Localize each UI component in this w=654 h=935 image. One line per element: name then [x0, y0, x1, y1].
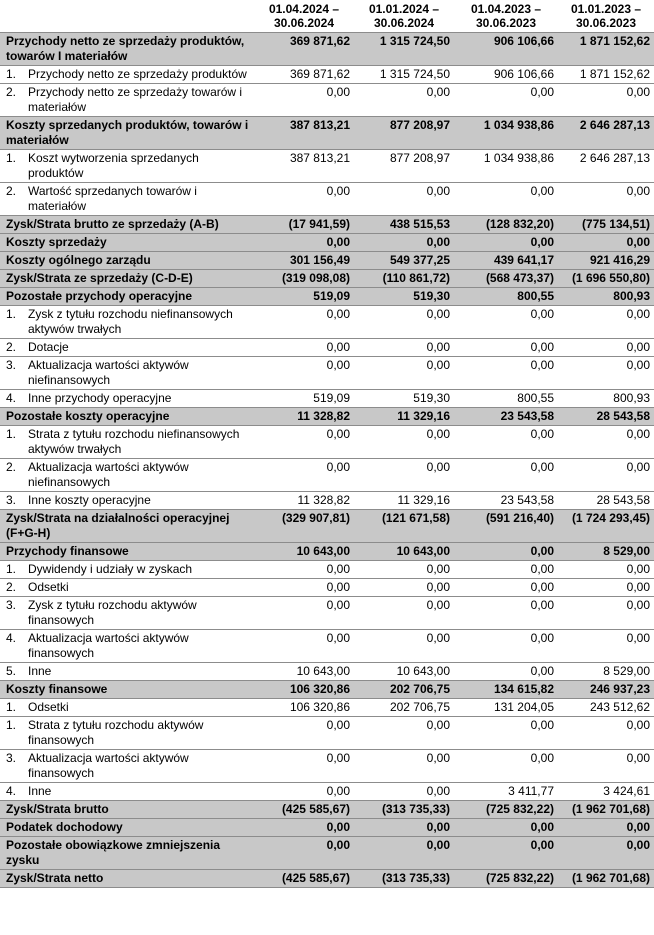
value-cell: (1 962 701,68)	[571, 871, 650, 885]
value-cell: 11 329,16	[397, 409, 450, 423]
value-cell: 0,00	[426, 820, 450, 834]
row-label: Przychody netto ze sprzedaży produktów	[28, 67, 247, 81]
row-label: Aktualizacja wartości aktywów finansowych	[28, 631, 189, 660]
value-cell: 0,00	[530, 751, 554, 765]
value-cell: 0,00	[530, 427, 554, 441]
value-cell: 0,00	[626, 184, 650, 198]
table-row	[0, 663, 654, 681]
header-label-spacer	[0, 0, 254, 32]
value-cell: 1 315 724,50	[379, 67, 450, 81]
table-row	[0, 630, 654, 663]
value-cell: 0,00	[530, 718, 554, 732]
table-row	[0, 84, 654, 117]
row-label: Zysk/Strata brutto ze sprzedaży (A-B)	[6, 217, 219, 231]
table-row	[0, 357, 654, 390]
value-cell: 0,00	[626, 235, 650, 249]
column-header-start: 01.04.2023 –	[470, 2, 542, 16]
row-number: 3.	[6, 751, 17, 765]
section-row	[0, 216, 654, 234]
row-label: Strata z tytułu rozchodu niefinansowych aktywów trwałych	[28, 427, 240, 456]
value-cell: 131 204,05	[493, 700, 554, 714]
value-cell: 0,00	[626, 562, 650, 576]
value-cell: 1 034 938,86	[483, 151, 554, 165]
value-cell: 0,00	[530, 85, 554, 99]
value-cell: 800,55	[517, 391, 554, 405]
table-row	[0, 339, 654, 357]
value-cell: 0,00	[326, 580, 350, 594]
row-number: 4.	[6, 784, 17, 798]
value-cell: (128 832,20)	[485, 217, 554, 231]
value-cell: 2 646 287,13	[579, 118, 650, 132]
value-cell: 0,00	[326, 838, 350, 852]
value-cell: 387 813,21	[289, 151, 350, 165]
value-cell: 11 328,82	[297, 493, 350, 507]
value-cell: 877 208,97	[389, 151, 450, 165]
row-label: Aktualizacja wartości aktywów niefinansowych	[28, 358, 189, 387]
column-header	[558, 0, 654, 32]
value-cell: 0,00	[530, 460, 554, 474]
value-cell: 0,00	[530, 544, 554, 558]
value-cell: 3 411,77	[508, 784, 554, 798]
row-label: Inne	[28, 664, 52, 678]
value-cell: (425 585,67)	[281, 802, 350, 816]
value-cell: 800,93	[613, 289, 650, 303]
row-number: 4.	[6, 391, 17, 405]
row-label: Koszty sprzedanych produktów, towarów i materiałów	[6, 118, 249, 147]
value-cell: 0,00	[626, 460, 650, 474]
section-row	[0, 510, 654, 543]
value-cell: 0,00	[326, 427, 350, 441]
row-label: Inne przychody operacyjne	[28, 391, 172, 405]
value-cell: 0,00	[626, 631, 650, 645]
value-cell: (425 585,67)	[281, 871, 350, 885]
value-cell: 0,00	[326, 358, 350, 372]
value-cell: 0,00	[326, 751, 350, 765]
row-label: Pozostałe przychody operacyjne	[6, 289, 193, 303]
value-cell: 0,00	[426, 838, 450, 852]
value-cell: 0,00	[426, 235, 450, 249]
value-cell: (329 907,81)	[281, 511, 350, 525]
value-cell: 0,00	[426, 598, 450, 612]
value-cell: 243 512,62	[589, 700, 650, 714]
row-label: Inne koszty operacyjne	[28, 493, 151, 507]
table-header	[0, 0, 654, 33]
value-cell: 549 377,25	[389, 253, 450, 267]
row-label: Koszty sprzedaży	[6, 235, 107, 249]
value-cell: 0,00	[426, 307, 450, 321]
value-cell: 0,00	[530, 340, 554, 354]
value-cell: 906 106,66	[493, 67, 554, 81]
value-cell: 0,00	[426, 562, 450, 576]
value-cell: 0,00	[426, 358, 450, 372]
value-cell: (1 696 550,80)	[571, 271, 650, 285]
value-cell: 1 034 938,86	[483, 118, 554, 132]
row-number: 1.	[6, 427, 17, 441]
table-body	[0, 33, 654, 888]
value-cell: 0,00	[326, 460, 350, 474]
section-row	[0, 234, 654, 252]
value-cell: 202 706,75	[389, 700, 450, 714]
row-label: Inne	[28, 784, 52, 798]
value-cell: 519,30	[413, 391, 450, 405]
section-row	[0, 288, 654, 306]
row-label: Przychody netto ze sprzedaży towarów i materiałów	[28, 85, 243, 114]
row-number: 3.	[6, 598, 17, 612]
row-label: Dywidendy i udziały w zyskach	[28, 562, 193, 576]
column-header-end: 30.06.2024	[373, 16, 435, 30]
row-number: 5.	[6, 664, 17, 678]
value-cell: 0,00	[326, 562, 350, 576]
row-number: 3.	[6, 358, 17, 372]
section-row	[0, 819, 654, 837]
table-row	[0, 597, 654, 630]
table-row	[0, 750, 654, 783]
table-row	[0, 492, 654, 510]
value-cell: 0,00	[426, 718, 450, 732]
value-cell: 519,09	[313, 289, 350, 303]
value-cell: 0,00	[530, 184, 554, 198]
value-cell: (110 861,72)	[382, 271, 450, 285]
value-cell: 0,00	[426, 340, 450, 354]
value-cell: (725 832,22)	[485, 871, 554, 885]
column-header-end: 30.06.2024	[273, 16, 335, 30]
table-row	[0, 561, 654, 579]
value-cell: 0,00	[530, 838, 554, 852]
value-cell: 23 543,58	[500, 409, 554, 423]
value-cell: 8 529,00	[603, 544, 650, 558]
value-cell: 0,00	[626, 427, 650, 441]
value-cell: 8 529,00	[603, 664, 650, 678]
value-cell: 369 871,62	[289, 67, 350, 81]
section-row	[0, 837, 654, 870]
value-cell: 0,00	[326, 784, 350, 798]
value-cell: 0,00	[626, 598, 650, 612]
section-row	[0, 117, 654, 150]
value-cell: 0,00	[426, 85, 450, 99]
row-number: 2.	[6, 460, 17, 474]
value-cell: 0,00	[530, 631, 554, 645]
value-cell: 106 320,86	[289, 700, 350, 714]
value-cell: 0,00	[426, 631, 450, 645]
value-cell: 0,00	[626, 838, 650, 852]
value-cell: 10 643,00	[396, 544, 450, 558]
value-cell: 906 106,66	[493, 34, 554, 48]
value-cell: 0,00	[326, 718, 350, 732]
value-cell: 0,00	[530, 307, 554, 321]
value-cell: 519,09	[313, 391, 350, 405]
value-cell: 0,00	[530, 580, 554, 594]
row-label: Pozostałe koszty operacyjne	[6, 409, 170, 423]
row-number: 1.	[6, 307, 17, 321]
value-cell: 106 320,86	[289, 682, 350, 696]
value-cell: (1 962 701,68)	[571, 802, 650, 816]
section-row	[0, 270, 654, 288]
value-cell: (1 724 293,45)	[571, 511, 650, 525]
value-cell: 0,00	[530, 598, 554, 612]
value-cell: 800,55	[517, 289, 554, 303]
value-cell: 0,00	[530, 664, 554, 678]
row-number: 1.	[6, 67, 17, 81]
table-row	[0, 390, 654, 408]
row-number: 2.	[6, 184, 17, 198]
row-number: 2.	[6, 85, 17, 99]
column-header-start: 01.01.2023 –	[570, 2, 642, 16]
value-cell: (775 134,51)	[581, 217, 650, 231]
row-label: Koszty ogólnego zarządu	[6, 253, 151, 267]
table-row	[0, 783, 654, 801]
value-cell: 1 871 152,62	[579, 67, 650, 81]
value-cell: 0,00	[326, 307, 350, 321]
table-row	[0, 426, 654, 459]
row-label: Odsetki	[28, 700, 69, 714]
value-cell: 0,00	[626, 340, 650, 354]
table-row	[0, 459, 654, 492]
table-row	[0, 66, 654, 84]
row-number: 4.	[6, 631, 17, 645]
value-cell: 0,00	[426, 580, 450, 594]
value-cell: (313 735,33)	[381, 802, 450, 816]
value-cell: 387 813,21	[289, 118, 350, 132]
value-cell: 0,00	[426, 784, 450, 798]
value-cell: 301 156,49	[289, 253, 350, 267]
row-label: Zysk/Strata brutto	[6, 802, 109, 816]
value-cell: 1 871 152,62	[579, 34, 650, 48]
value-cell: 0,00	[326, 598, 350, 612]
section-row	[0, 408, 654, 426]
value-cell: 134 615,82	[493, 682, 554, 696]
value-cell: 0,00	[530, 358, 554, 372]
row-label: Aktualizacja wartości aktywów niefinansowych	[28, 460, 189, 489]
row-label: Zysk z tytułu rozchodu niefinansowych aktywów trwałych	[28, 307, 233, 336]
value-cell: 0,00	[626, 580, 650, 594]
value-cell: 0,00	[426, 751, 450, 765]
value-cell: 439 641,17	[493, 253, 554, 267]
row-number: 2.	[6, 340, 17, 354]
row-label: Dotacje	[28, 340, 69, 354]
row-number: 1.	[6, 562, 17, 576]
row-label: Pozostałe obowiązkowe zmniejszenia zysku	[6, 838, 221, 867]
row-label: Przychody netto ze sprzedaży produktów, towarów I materiałów	[6, 34, 245, 63]
row-label: Aktualizacja wartości aktywów finansowych	[28, 751, 189, 780]
value-cell: 0,00	[626, 820, 650, 834]
value-cell: 0,00	[326, 235, 350, 249]
value-cell: 0,00	[626, 85, 650, 99]
table-row	[0, 306, 654, 339]
row-label: Strata z tytułu rozchodu aktywów finansowych	[28, 718, 204, 747]
value-cell: 877 208,97	[389, 118, 450, 132]
value-cell: 921 416,29	[589, 253, 650, 267]
value-cell: 800,93	[613, 391, 650, 405]
table-row	[0, 183, 654, 216]
row-label: Zysk z tytułu rozchodu aktywów finansowych	[28, 598, 197, 627]
value-cell: 23 543,58	[500, 493, 554, 507]
column-header-start: 01.04.2024 –	[268, 2, 340, 16]
row-label: Podatek dochodowy	[6, 820, 123, 834]
row-label: Zysk/Strata netto	[6, 871, 104, 885]
section-row	[0, 543, 654, 561]
value-cell: 0,00	[530, 820, 554, 834]
value-cell: (313 735,33)	[381, 871, 450, 885]
value-cell: 0,00	[626, 358, 650, 372]
value-cell: (591 216,40)	[485, 511, 554, 525]
value-cell: 0,00	[326, 340, 350, 354]
section-row	[0, 681, 654, 699]
row-number: 3.	[6, 493, 17, 507]
section-row	[0, 252, 654, 270]
value-cell: 0,00	[530, 235, 554, 249]
table-row	[0, 699, 654, 717]
section-row	[0, 801, 654, 819]
value-cell: 10 643,00	[296, 544, 350, 558]
column-header	[454, 0, 558, 32]
value-cell: 28 543,58	[596, 493, 650, 507]
column-header	[254, 0, 354, 32]
column-header-end: 30.06.2023	[475, 16, 537, 30]
value-cell: (121 671,58)	[381, 511, 450, 525]
value-cell: 1 315 724,50	[379, 34, 450, 48]
row-number: 1.	[6, 718, 17, 732]
value-cell: 0,00	[626, 751, 650, 765]
row-label: Koszt wytworzenia sprzedanych produktów	[28, 151, 199, 180]
column-header	[354, 0, 454, 32]
table-row	[0, 150, 654, 183]
value-cell: 0,00	[426, 184, 450, 198]
row-label: Odsetki	[28, 580, 69, 594]
value-cell: 11 329,16	[397, 493, 450, 507]
value-cell: 0,00	[326, 184, 350, 198]
row-label: Wartość sprzedanych towarów i materiałów	[28, 184, 197, 213]
value-cell: 0,00	[326, 820, 350, 834]
value-cell: 0,00	[326, 631, 350, 645]
value-cell: 369 871,62	[289, 34, 350, 48]
value-cell: 2 646 287,13	[579, 151, 650, 165]
value-cell: 438 515,53	[389, 217, 450, 231]
table-row	[0, 579, 654, 597]
value-cell: (319 098,08)	[281, 271, 350, 285]
value-cell: 246 937,23	[589, 682, 650, 696]
value-cell: 0,00	[626, 718, 650, 732]
row-number: 2.	[6, 580, 17, 594]
row-label: Zysk/Strata ze sprzedaży (C-D-E)	[6, 271, 193, 285]
value-cell: 11 328,82	[297, 409, 350, 423]
table-row	[0, 717, 654, 750]
row-label: Koszty finansowe	[6, 682, 108, 696]
row-label: Zysk/Strata na działalności operacyjnej (F+G-H)	[6, 511, 230, 540]
value-cell: (725 832,22)	[485, 802, 554, 816]
value-cell: 28 543,58	[596, 409, 650, 423]
value-cell: (568 473,37)	[485, 271, 554, 285]
value-cell: 519,30	[413, 289, 450, 303]
value-cell: 0,00	[426, 460, 450, 474]
row-number: 1.	[6, 700, 17, 714]
value-cell: 10 643,00	[396, 664, 450, 678]
row-number: 1.	[6, 151, 17, 165]
section-row	[0, 870, 654, 888]
value-cell: 0,00	[426, 427, 450, 441]
value-cell: 10 643,00	[296, 664, 350, 678]
value-cell: (17 941,59)	[288, 217, 350, 231]
section-row	[0, 33, 654, 66]
value-cell: 3 424,61	[603, 784, 650, 798]
column-header-end: 30.06.2023	[575, 16, 637, 30]
value-cell: 0,00	[530, 562, 554, 576]
value-cell: 0,00	[326, 85, 350, 99]
value-cell: 202 706,75	[389, 682, 450, 696]
value-cell: 0,00	[626, 307, 650, 321]
column-header-start: 01.01.2024 –	[368, 2, 440, 16]
row-label: Przychody finansowe	[6, 544, 129, 558]
